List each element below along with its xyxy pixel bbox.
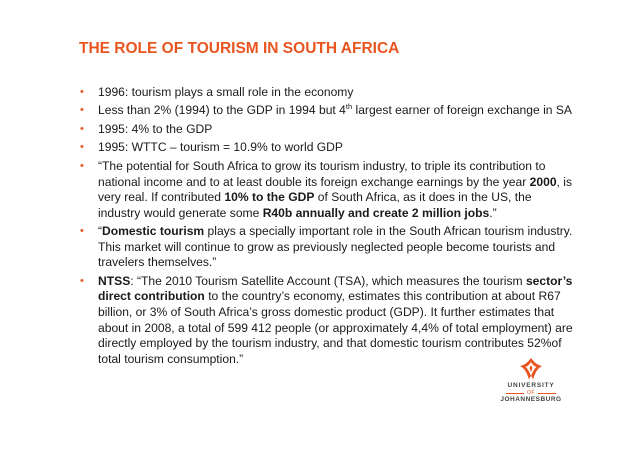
bullet-text: to the country’s economy, estimates this contribution at about R67 billion, or 3% of South Africa’s gross domestic product (GDP). It further estimates that about in 2008, a total of 599 412 people (or approximately 4,4% of total employment) are directly employed by the tourism industry, and that domestic tourism contributes 52%of total tourism consumption.” [98,289,573,366]
bold-text: sector’s direct contribution [98,273,573,304]
bullet-text: 1995: WTTC – tourism = 10.9% to world GDP [98,140,343,155]
list-item [80,140,575,156]
bullet-text: “ [98,224,103,239]
university-logo [486,356,576,436]
list-item [80,159,575,221]
bullet-marker: • [80,86,84,98]
bold-text: 2000 [529,174,557,189]
bullet-text: largest earner of foreign exchange in SA [352,103,572,118]
bullet-marker: • [80,141,84,154]
bullet-marker: • [80,122,84,135]
bullet-list [80,85,575,370]
bullet-marker: • [80,225,84,238]
bullet-text: 1995: 4% to the GDP [98,121,213,136]
list-item [80,103,575,119]
list-item [80,224,575,271]
bullet-text: of South Africa, as it does in the US, the industry would generate some [98,190,532,220]
bullet-text: .” [489,205,497,220]
bold-text: R40b annually and create 2 million jobs [262,205,490,220]
list-item [80,274,575,368]
bullet-marker: • [80,159,84,172]
bullet-text: : “The 2010 Tourism Satellite Account (TSA), which measures the tourism [130,273,526,288]
bullet-text: Less than 2% (1994) to the GDP in 1994 but 4 [98,103,346,118]
bullet-text: “The potential for South Africa to grow its tourism industry, to triple its contribution to national income and to at least double its foreign exchange earnings by the year [98,158,546,189]
list-item [80,122,575,138]
logo-line-university: UNIVERSITY [507,382,555,389]
bold-text: 10% to the GDP [224,190,315,205]
slide-title: THE ROLE OF TOURISM IN SOUTH AFRICA [79,40,400,57]
list-item [80,85,575,101]
bullet-marker: • [80,274,84,287]
bullet-text: , is very real. If contributed [98,174,573,205]
bullet-marker: • [80,104,84,117]
bullet-text: plays a specially important role in the South African tourism industry. This market will continue to grow as previously neglected people become tourists and travelers themselves.” [98,224,573,270]
crest-icon [518,356,544,382]
bold-text: NTSS [98,273,131,288]
logo-line-johannesburg: JOHANNESBURG [500,396,562,403]
logo-of-text: OF [527,390,535,396]
ordinal-suffix: th [345,102,353,112]
bold-text: Domestic tourism [102,224,205,239]
bullet-text: 1996: tourism plays a small role in the economy [98,85,354,99]
